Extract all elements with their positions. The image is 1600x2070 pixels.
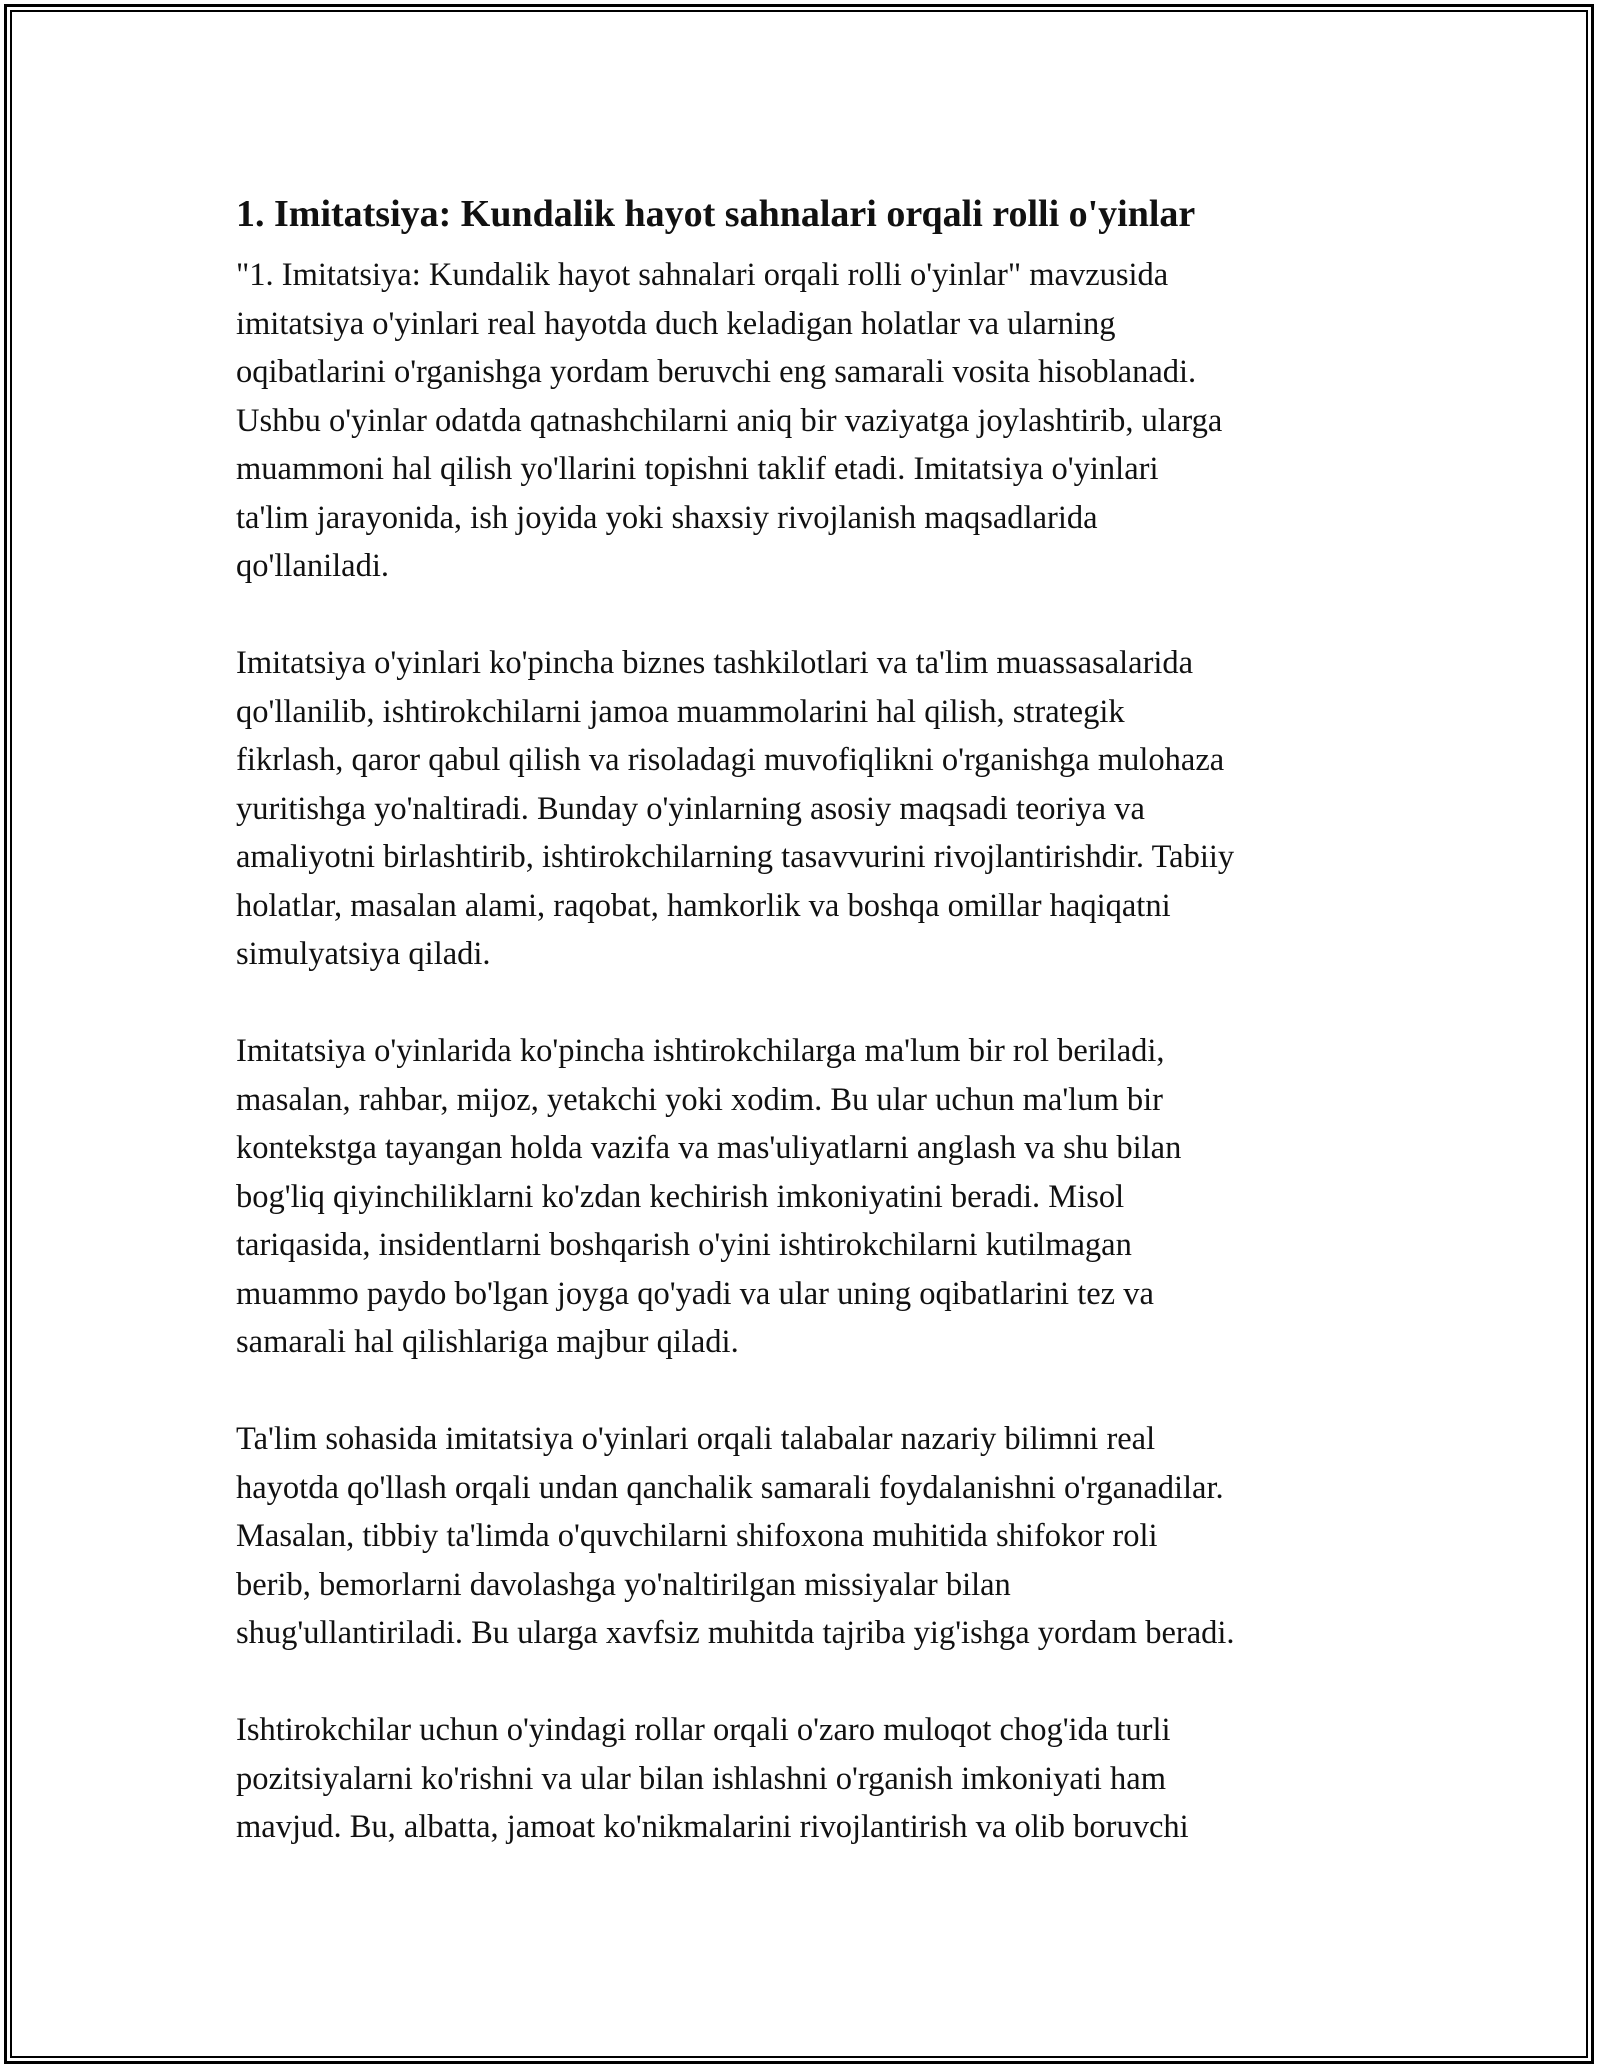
text-line: oqibatlarini o'rganishga yordam beruvchi eng samarali vosita hisoblanadi.	[236, 354, 1197, 390]
text-line: Ishtirokchilar uchun o'yindagi rollar orqali o'zaro muloqot chog'ida turli	[236, 1712, 1171, 1748]
text-line: ta'lim jarayonida, ish joyida yoki shaxsiy rivojlanish maqsadlarida	[236, 499, 1098, 536]
text-line: muammo paydo bo'lgan joyga qo'yadi va ular uning oqibatlarini tez va	[236, 1275, 1154, 1312]
text-line: imitatsiya o'yinlari real hayotda duch keladigan holatlar va ularning	[236, 305, 1116, 342]
text-line: amaliyotni birlashtirib, ishtirokchilarning tasavvurini rivojlantirishdir. Tabiiy	[236, 839, 1235, 875]
paragraph-2	[236, 639, 1371, 979]
text-line: Ushbu o'yinlar odatda qatnashchilarni aniq bir vaziyatga joylashtirib, ularga	[236, 402, 1223, 439]
text-line: bog'liq qiyinchiliklarni ko'zdan kechirish imkoniyatini beradi. Misol	[236, 1178, 1125, 1215]
text-line: yuritishga yo'naltiradi. Bunday o'yinlarning asosiy maqsadi teoriya va	[236, 790, 1145, 827]
text-line: masalan, rahbar, mijoz, yetakchi yoki xodim. Bu ular uchun ma'lum bir	[236, 1081, 1163, 1118]
text-line: hayotda qo'llash orqali undan qanchalik samarali foydalanishni o'rganadilar.	[236, 1469, 1224, 1506]
text-line: Imitatsiya o'yinlari ko'pincha biznes tashkilotlari va ta'lim muassasalarida	[236, 645, 1194, 681]
text-line: holatlar, masalan alami, raqobat, hamkorlik va boshqa omillar haqiqatni	[236, 887, 1171, 924]
text-line: simulyatsiya qiladi.	[236, 936, 491, 972]
text-line: qo'llaniladi.	[236, 548, 389, 584]
text-line: pozitsiyalarni ko'rishni va ular bilan ishlashni o'rganish imkoniyati ham	[236, 1760, 1166, 1797]
text-line: qo'llanilib, ishtirokchilarni jamoa muammolarini hal qilish, strategik	[236, 693, 1125, 730]
text-line: Ta'lim sohasida imitatsiya o'yinlari orqali talabalar nazariy bilimni real	[236, 1421, 1156, 1457]
document-body	[236, 185, 1371, 1900]
paragraph-4	[236, 1415, 1371, 1658]
text-line: fikrlash, qaror qabul qilish va risoladagi muvofiqlikni o'rganishga mulohaza	[236, 742, 1225, 778]
text-line: tariqasida, insidentlarni boshqarish o'yini ishtirokchilarni kutilmagan	[236, 1227, 1132, 1263]
text-line: berib, bemorlarni davolashga yo'naltirilgan missiyalar bilan	[236, 1566, 1011, 1603]
paragraph-1	[236, 251, 1371, 591]
text-line: "1. Imitatsiya: Kundalik hayot sahnalari orqali rolli o'yinlar" mavzusida	[236, 257, 1169, 293]
text-line: Imitatsiya o'yinlarida ko'pincha ishtirokchilarga ma'lum bir rol beriladi,	[236, 1033, 1165, 1069]
text-line: shug'ullantiriladi. Bu ularga xavfsiz muhitda tajriba yig'ishga yordam beradi.	[236, 1615, 1235, 1651]
paragraph-3	[236, 1027, 1371, 1367]
document-title: 1. Imitatsiya: Kundalik hayot sahnalari orqali rolli o'yinlar	[236, 193, 1196, 235]
text-line: mavjud. Bu, albatta, jamoat ko'nikmalarini rivojlantirish va olib boruvchi	[236, 1809, 1189, 1845]
text-line: muammoni hal qilish yo'llarini topishni taklif etadi. Imitatsiya o'yinlari	[236, 451, 1159, 487]
text-line: samarali hal qilishlariga majbur qiladi.	[236, 1324, 739, 1360]
paragraph-5	[236, 1706, 1371, 1852]
text-line: Masalan, tibbiy ta'limda o'quvchilarni shifoxona muhitida shifokor roli	[236, 1518, 1158, 1554]
text-line: kontekstga tayangan holda vazifa va mas'uliyatlarni anglash va shu bilan	[236, 1130, 1182, 1166]
